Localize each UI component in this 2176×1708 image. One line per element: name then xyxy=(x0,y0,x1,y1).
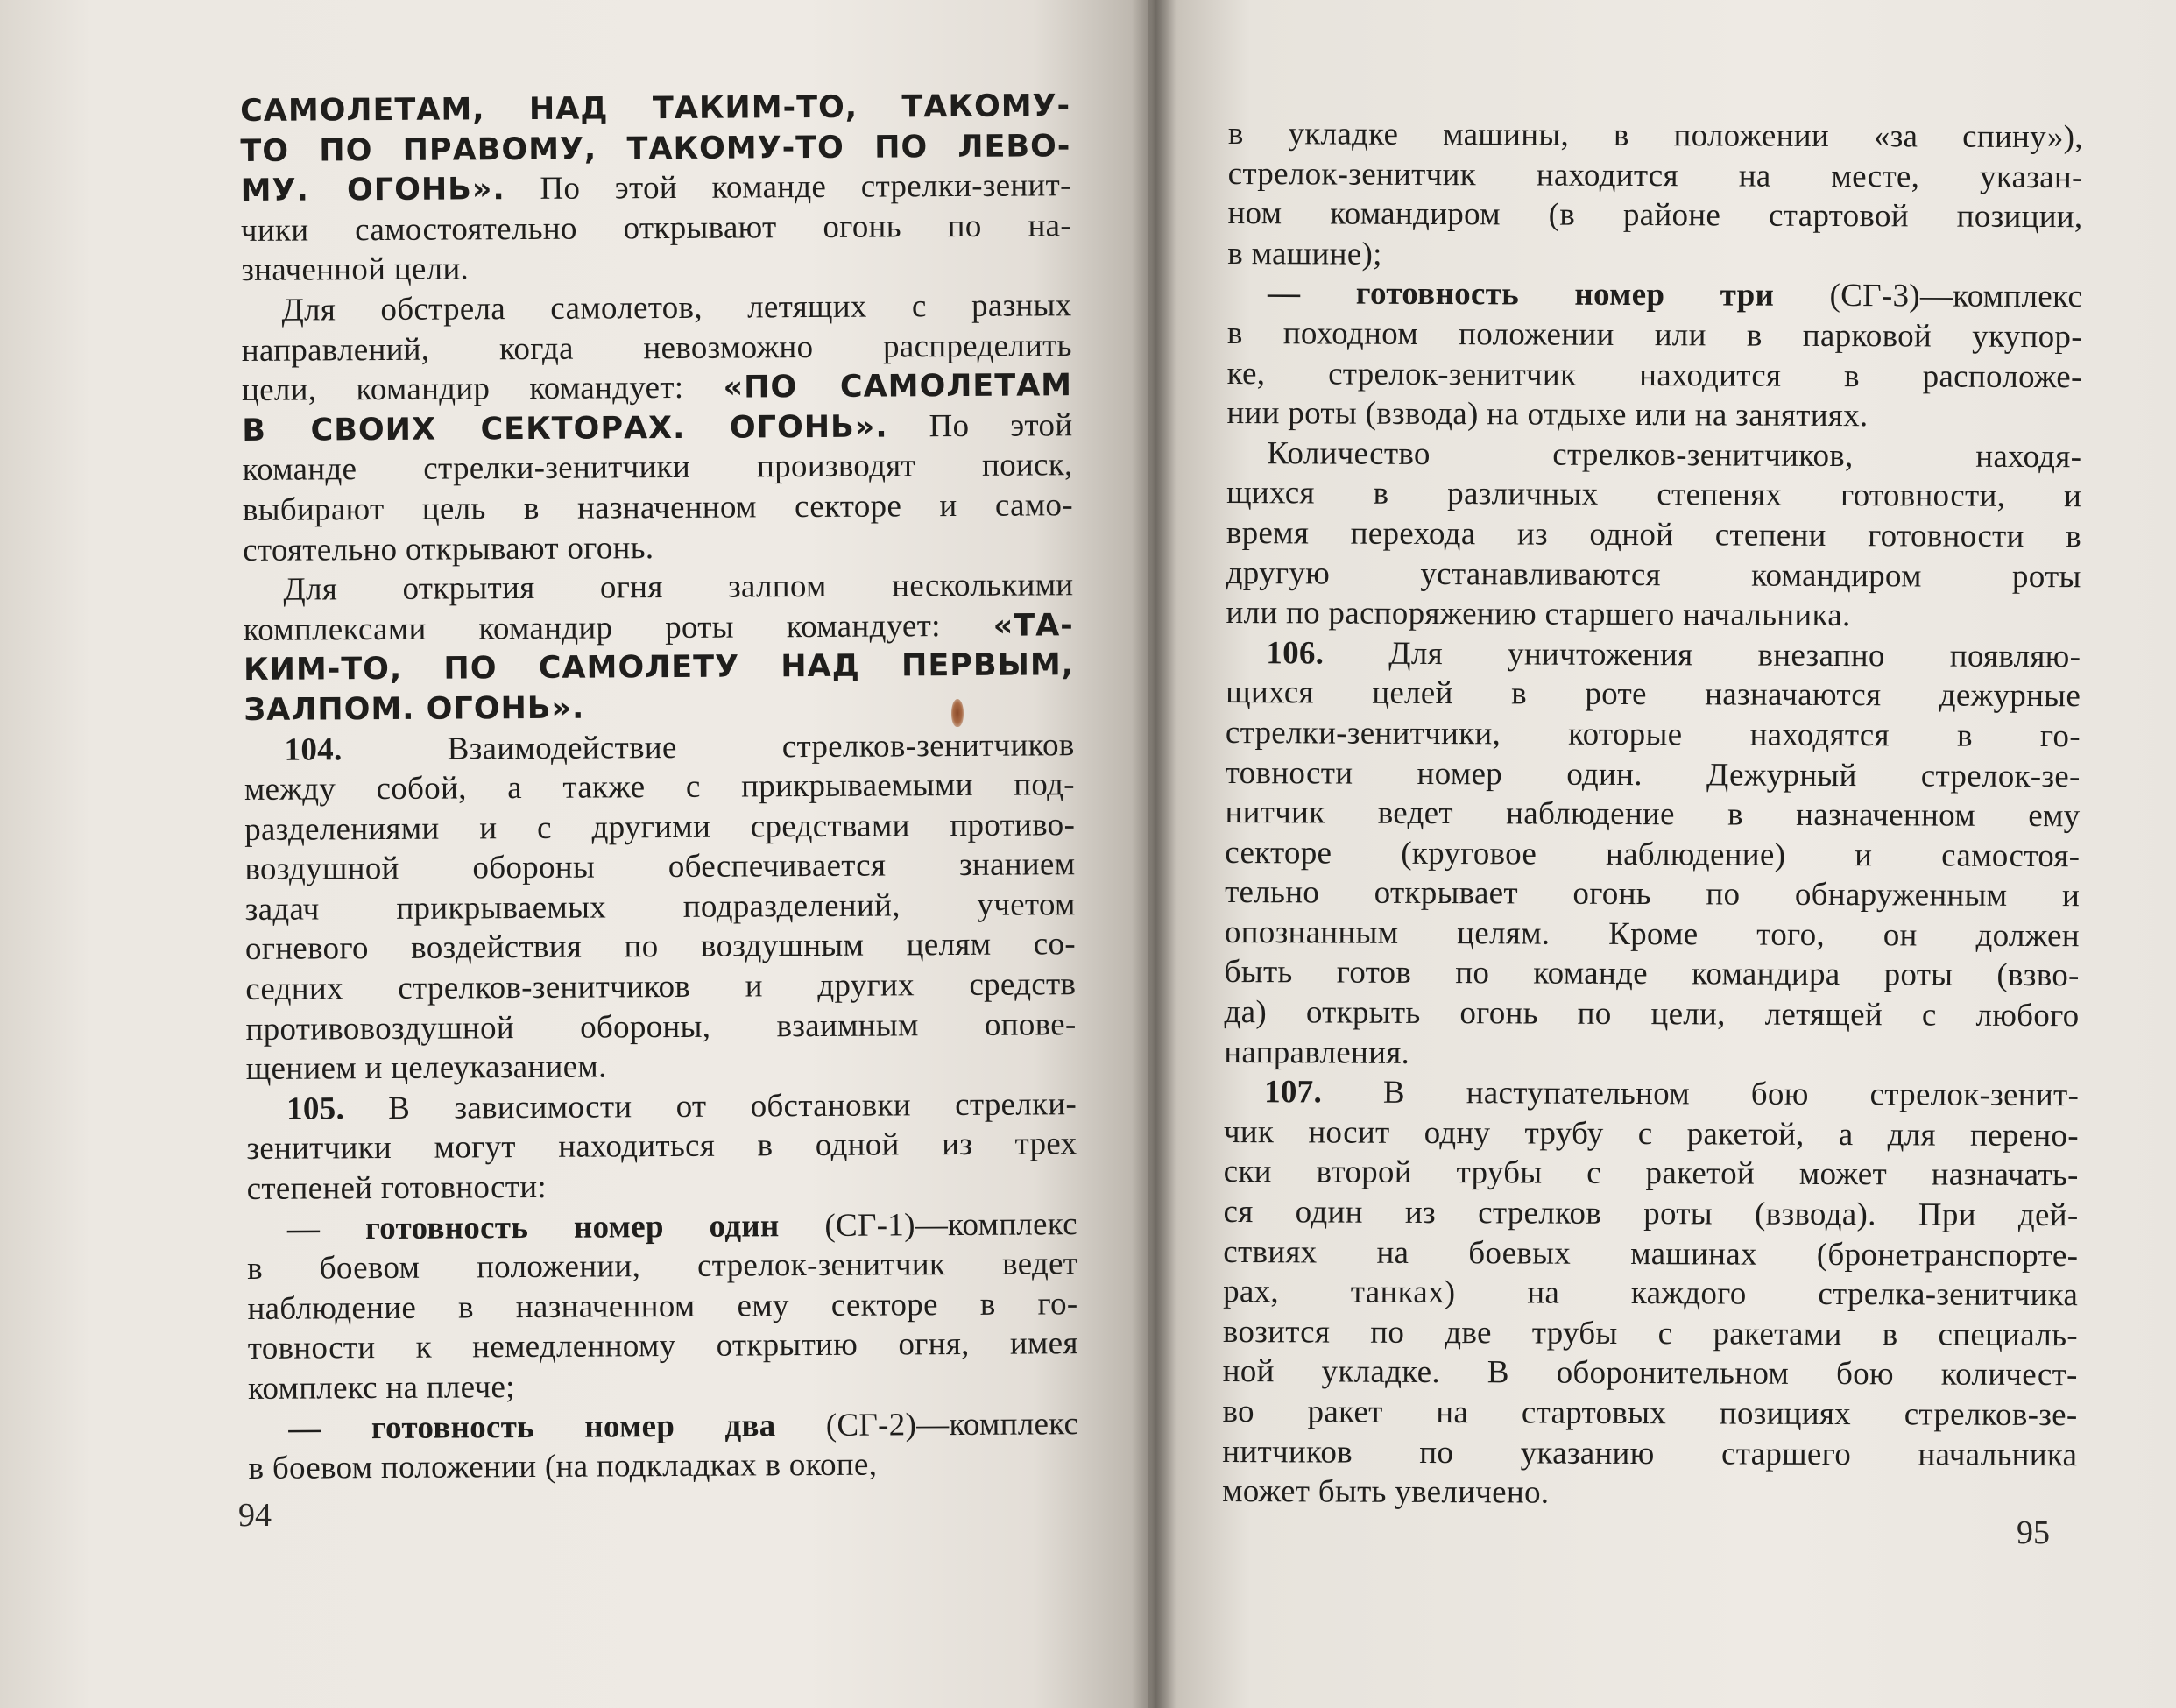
body-text: стрелок-зенитчик находится на месте, указан- xyxy=(1227,155,2083,195)
text-line xyxy=(244,646,1074,690)
command-text: МУ. ОГОНЬ». xyxy=(240,172,505,209)
text-line xyxy=(246,1084,1077,1129)
body-text: стоятельно открывают огонь. xyxy=(243,529,654,568)
body-text: нии роты (взвода) на отдыхе или на занятиях. xyxy=(1226,395,1869,434)
text-line xyxy=(1226,513,2081,557)
body-text: (СГ-1)—комплекс xyxy=(779,1205,1078,1244)
body-text: в боевом положении (на подкладках в окопе, xyxy=(248,1446,878,1487)
text-line xyxy=(244,605,1074,650)
body-text: степеней готовности: xyxy=(246,1168,548,1208)
body-text: комплекс на плече; xyxy=(247,1369,515,1407)
body-text: щением и целеуказанием. xyxy=(245,1048,607,1088)
text-line xyxy=(243,485,1073,530)
text-line xyxy=(1224,1152,2079,1196)
text-line xyxy=(1226,752,2081,796)
body-text: команде стрелки-зенитчики производят поиск, xyxy=(242,447,1073,489)
text-line xyxy=(245,925,1076,970)
text-line xyxy=(240,86,1070,131)
text-line xyxy=(242,406,1072,450)
command-text: ЗАЛПОМ. ОГОНЬ». xyxy=(244,690,585,728)
body-text: цели, командир командует: xyxy=(241,369,724,409)
text-line xyxy=(240,126,1070,171)
text-line xyxy=(1226,593,2081,637)
body-text: стрелки-зенитчики, которые находятся в го- xyxy=(1225,714,2081,755)
body-text: возится по две трубы с ракетами в специаль- xyxy=(1222,1313,2079,1354)
command-text: «ТА- xyxy=(993,607,1074,644)
body-text: седних стрелков-зенитчиков и других средств xyxy=(245,966,1077,1008)
text-line xyxy=(247,1284,1077,1329)
text-line xyxy=(1227,314,2082,357)
bold-text: — готовность номер один xyxy=(286,1207,780,1247)
bold-text: 105. xyxy=(286,1090,345,1127)
body-text: да) открыть огонь по цели, летящей с любого xyxy=(1224,994,2080,1034)
text-line xyxy=(244,685,1074,730)
text-line xyxy=(1226,473,2081,517)
text-line xyxy=(1224,1033,2079,1076)
text-line xyxy=(241,246,1071,291)
body-text: Взаимодействие стрелков-зенитчиков xyxy=(342,726,1075,767)
body-text: значенной цели. xyxy=(241,251,470,289)
body-text: может быть увеличено. xyxy=(1222,1473,1550,1511)
command-text: В СВОИХ СЕКТОРАХ. ОГОНЬ». xyxy=(242,409,888,448)
body-text: ке, стрелок-зенитчик находится в расположе- xyxy=(1226,355,2082,395)
body-text: в укладке машины, в положении «за спину»), xyxy=(1227,115,2083,156)
body-text: нитчик ведет наблюдение в назначенном ему xyxy=(1225,794,2081,835)
text-line xyxy=(1226,713,2081,757)
body-text: щихся целей в роте назначаются дежурные xyxy=(1226,674,2081,715)
body-text: чики самостоятельно открывают огонь по на- xyxy=(240,207,1072,249)
body-text: щихся в различных степенях готовности, и xyxy=(1226,475,2082,515)
text-line xyxy=(1224,992,2079,1036)
body-text: ся один из стрелков роты (взвода). При дей- xyxy=(1223,1194,2079,1234)
left-page-text xyxy=(240,86,1079,1489)
command-text: САМОЛЕТАМ, НАД ТАКИМ-ТО, ТАКОМУ- xyxy=(240,88,1071,129)
body-text: нитчиков по указанию старшего начальника xyxy=(1222,1433,2078,1473)
text-line xyxy=(1225,872,2080,916)
text-line xyxy=(1227,354,2082,398)
body-text: ном командиром (в районе стартовой позиции, xyxy=(1227,195,2083,236)
text-line xyxy=(1226,673,2081,716)
body-text: воздушной обороны обеспечивается знанием xyxy=(244,846,1076,888)
text-line xyxy=(1225,913,2080,956)
command-text: ТО ПО ПРАВОМУ, ТАКОМУ-ТО ПО ЛЕВО- xyxy=(240,128,1071,169)
text-line xyxy=(246,1044,1077,1089)
body-text: секторе (круговое наблюдение) и самостоя- xyxy=(1225,834,2081,874)
body-text: чик носит одну трубу с ракетой, а для перено- xyxy=(1223,1113,2080,1154)
book-spine-shadow xyxy=(1132,0,1176,1708)
body-text: направлений, когда невозможно распределить xyxy=(241,327,1072,369)
body-text: выбирают цель в назначенном секторе и само- xyxy=(242,487,1074,528)
text-line xyxy=(241,166,1071,210)
text-line xyxy=(247,1164,1077,1209)
text-line xyxy=(1222,1432,2077,1476)
body-text: Для открытия огня залпом несколькими xyxy=(283,567,1074,608)
text-line xyxy=(245,885,1076,929)
bold-text: 106. xyxy=(1266,634,1325,672)
body-text: По этой команде стрелки-зенит- xyxy=(505,167,1071,208)
text-line xyxy=(243,565,1073,610)
text-line xyxy=(248,1404,1078,1449)
body-text: в походном положении или в парковой укупор- xyxy=(1226,314,2082,356)
text-line xyxy=(248,1324,1078,1369)
text-line xyxy=(246,1125,1077,1169)
text-line xyxy=(241,286,1071,330)
body-text: ствиях на боевых машинах (бронетранспорте- xyxy=(1223,1233,2079,1274)
bold-text: 107. xyxy=(1264,1074,1323,1111)
text-line xyxy=(1228,154,2083,198)
text-line xyxy=(1227,273,2082,317)
text-line xyxy=(245,1005,1076,1049)
text-line xyxy=(1225,952,2080,996)
body-text: быть готов по команде командира роты (взво- xyxy=(1224,954,2080,994)
text-line xyxy=(1226,633,2081,677)
text-line xyxy=(1227,194,2082,237)
text-line xyxy=(1222,1392,2077,1436)
body-text: или по распоряжению старшего начальника. xyxy=(1226,595,1851,634)
body-text: другую устанавливаются командиром роты xyxy=(1226,554,2081,595)
body-text: В наступательном бою стрелок-зенит- xyxy=(1321,1074,2080,1114)
body-text: рах, танках) на каждого стрелка-зенитчика xyxy=(1223,1274,2079,1314)
text-line xyxy=(242,365,1072,410)
body-text: разделениями и с другими средствами противо- xyxy=(244,806,1076,848)
text-line xyxy=(1222,1472,2077,1515)
body-text: (СГ-2)—комплекс xyxy=(775,1405,1079,1443)
text-line xyxy=(243,526,1073,570)
text-line xyxy=(247,1244,1077,1288)
body-text: между собой, а также с прикрываемыми под- xyxy=(244,766,1075,808)
text-line xyxy=(1225,833,2080,877)
body-text: время перехода из одной степени готовности в xyxy=(1226,514,2081,555)
text-line xyxy=(1223,1192,2078,1236)
body-text: огневого воздействия по воздушным целям со- xyxy=(244,926,1077,968)
text-line xyxy=(244,725,1074,770)
text-line xyxy=(1226,393,2081,437)
text-line xyxy=(241,206,1071,251)
text-line xyxy=(244,805,1075,850)
body-text: противовоздушной обороны, взаимным опове- xyxy=(245,1006,1077,1048)
text-line xyxy=(248,1443,1078,1488)
body-text: По этой xyxy=(887,406,1073,445)
body-text: Количество стрелков-зенитчиков, находя- xyxy=(1267,434,2082,476)
text-line xyxy=(1224,1112,2079,1156)
body-text: направления. xyxy=(1224,1034,1410,1071)
body-text: в боевом положении, стрелок-зенитчик ведет xyxy=(247,1246,1078,1288)
text-line xyxy=(1226,434,2081,477)
page-number-left: 94 xyxy=(238,1497,272,1534)
text-line xyxy=(1226,554,2081,597)
body-text: товности номер один. Дежурный стрелок-зе- xyxy=(1225,754,2081,794)
body-text: товности к немедленному открытию огня, имея xyxy=(247,1325,1078,1367)
bold-text: 104. xyxy=(284,730,343,768)
right-page-text xyxy=(1222,114,2083,1515)
body-text: наблюдение в назначенном ему секторе в го- xyxy=(247,1285,1078,1327)
text-line xyxy=(1225,793,2080,836)
text-line xyxy=(1223,1232,2078,1276)
body-text: ной укладке. В оборонительном бою количест- xyxy=(1222,1353,2078,1394)
command-text: «ПО САМОЛЕТАМ xyxy=(723,368,1073,406)
body-text: задач прикрываемых подразделений, учетом xyxy=(244,886,1076,928)
body-text: зенитчики могут находиться в одной из трех xyxy=(246,1126,1077,1168)
body-text: тельно открывает огонь по обнаруженным и xyxy=(1225,874,2081,914)
text-line xyxy=(1223,1312,2078,1356)
text-line xyxy=(244,844,1075,889)
text-line xyxy=(1227,234,2082,278)
bold-text: — готовность номер два xyxy=(288,1407,776,1447)
body-text: во ракет на стартовых позициях стрелков-зе- xyxy=(1222,1393,2078,1434)
text-line xyxy=(1224,1072,2079,1116)
paper-stain xyxy=(951,699,964,727)
body-text: ски второй трубы с ракетой может назначать- xyxy=(1223,1154,2079,1194)
text-line xyxy=(245,964,1076,1009)
page-number-right: 95 xyxy=(2017,1514,2050,1551)
command-text: КИМ-ТО, ПО САМОЛЕТУ НАД ПЕРВЫМ, xyxy=(243,647,1075,688)
text-line xyxy=(1223,1272,2078,1316)
text-line xyxy=(248,1364,1078,1408)
text-line xyxy=(1228,114,2083,158)
body-text: Для уничтожения внезапно появляю- xyxy=(1324,635,2081,674)
text-line xyxy=(244,765,1075,809)
body-text: опознанным целям. Кроме того, он должен xyxy=(1224,914,2081,955)
text-line xyxy=(242,326,1072,371)
bold-text: — готовность номер три xyxy=(1268,275,1775,314)
body-text: комплексами командир роты командует: xyxy=(243,607,993,648)
body-text: Для обстрела самолетов, летящих с разных xyxy=(281,287,1072,328)
body-text: В зависимости от обстановки стрелки- xyxy=(343,1086,1077,1127)
body-text: в машине); xyxy=(1227,235,1382,272)
body-text: (СГ-3)—комплекс xyxy=(1774,278,2083,315)
text-line xyxy=(243,446,1073,491)
text-line xyxy=(1223,1352,2078,1395)
text-line xyxy=(247,1204,1077,1249)
